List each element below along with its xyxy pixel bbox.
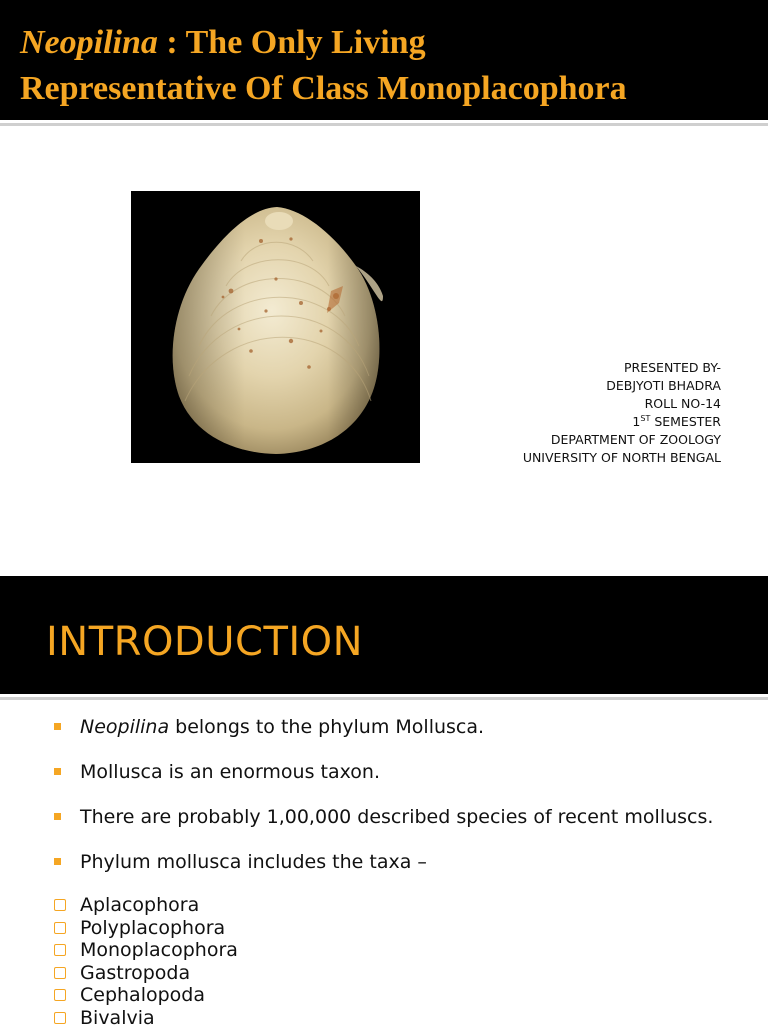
checkbox-square-icon <box>54 922 66 934</box>
taxon-label: Gastropoda <box>80 962 190 984</box>
list-item <box>54 712 754 757</box>
introduction-slide <box>0 576 768 1024</box>
taxon-label: Polyplacophora <box>80 917 225 939</box>
semester <box>523 413 721 431</box>
presented-by-label: PRESENTED BY- <box>523 359 721 377</box>
intro-title-bar <box>0 576 768 694</box>
checkbox-square-icon <box>54 1012 66 1024</box>
list-item <box>54 757 754 802</box>
slide-title <box>20 20 760 112</box>
bullet-text: belongs to the phylum Mollusca. <box>169 716 484 738</box>
list-item <box>54 847 754 892</box>
bullet-square-icon <box>54 813 61 820</box>
bullet-italic-word: Neopilina <box>80 716 169 738</box>
semester-label: SEMESTER <box>650 414 721 429</box>
taxon-label: Aplacophora <box>80 894 199 916</box>
intro-bullet-list <box>54 712 754 892</box>
bullet-text: There are probably 1,00,000 described species of recent molluscs. <box>80 802 713 832</box>
title-bar <box>0 0 768 120</box>
taxa-list <box>54 894 454 1029</box>
roll-number: ROLL NO-14 <box>523 395 721 413</box>
university: UNIVERSITY OF NORTH BENGAL <box>523 449 721 467</box>
checkbox-square-icon <box>54 989 66 1001</box>
checkbox-square-icon <box>54 899 66 911</box>
intro-heading: INTRODUCTION <box>46 614 363 670</box>
list-item <box>54 917 454 940</box>
bullet-text: Mollusca is an enormous taxon. <box>80 757 380 787</box>
bullet-square-icon <box>54 858 61 865</box>
taxon-label: Cephalopoda <box>80 984 205 1006</box>
list-item <box>54 802 754 847</box>
list-item <box>54 894 454 917</box>
semester-number: 1 <box>632 414 640 429</box>
neopilina-shell-image <box>131 191 420 463</box>
title-line1-rest: : The Only Living <box>158 24 426 61</box>
bullet-text: Phylum mollusca includes the taxa – <box>80 847 427 877</box>
semester-ordinal: ST <box>640 414 650 423</box>
intro-divider <box>0 697 768 700</box>
checkbox-square-icon <box>54 967 66 979</box>
taxon-label: Bivalvia <box>80 1007 155 1029</box>
list-item <box>54 1007 454 1029</box>
department: DEPARTMENT OF ZOOLOGY <box>523 431 721 449</box>
title-line2: Representative Of Class Monoplacophora <box>20 66 760 112</box>
list-item <box>54 984 454 1007</box>
presenter-info <box>523 359 721 467</box>
checkbox-square-icon <box>54 944 66 956</box>
bullet-square-icon <box>54 768 61 775</box>
shell-photo <box>131 191 420 463</box>
list-item <box>54 962 454 985</box>
taxon-label: Monoplacophora <box>80 939 238 961</box>
list-item <box>54 939 454 962</box>
presenter-name: DEBJYOTI BHADRA <box>523 377 721 395</box>
title-italic-word: Neopilina <box>20 24 158 61</box>
title-divider <box>0 123 768 126</box>
bullet-square-icon <box>54 723 61 730</box>
